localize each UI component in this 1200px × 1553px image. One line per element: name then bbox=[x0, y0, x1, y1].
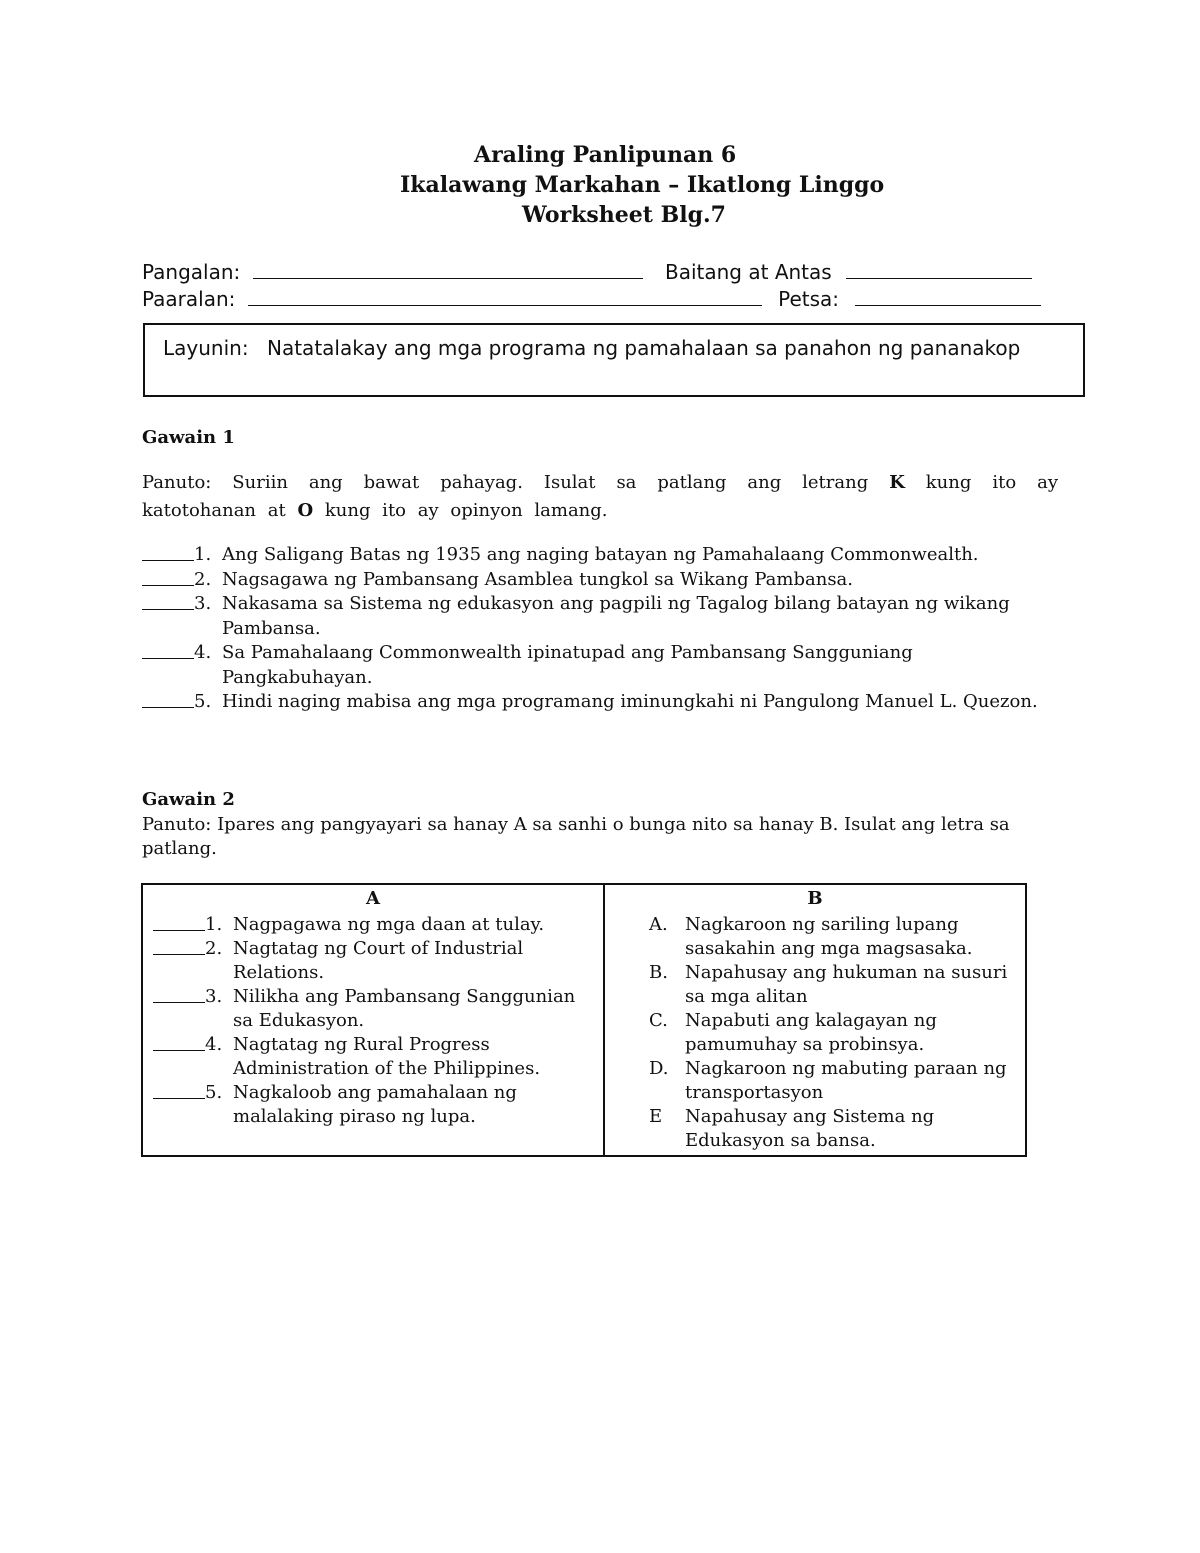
choice-text: Napahusay ang Sistema ng Edukasyon sa bansa. bbox=[685, 1106, 935, 1151]
choice-text: Napahusay ang hukuman na susuri sa mga alitan bbox=[685, 962, 1008, 1007]
worksheet-subtitle: Ikalawang Markahan – Ikatlong Linggo bbox=[400, 172, 885, 198]
gawain-1-instruction bbox=[142, 469, 1058, 525]
item-text: Nagpagawa ng mga daan at tulay. bbox=[233, 914, 545, 935]
list-item bbox=[142, 568, 1062, 593]
name-label: Pangalan: bbox=[142, 260, 241, 284]
choice-text: Nagkaroon ng mabuting paraan ng transportasyon bbox=[685, 1058, 1007, 1103]
list-item bbox=[615, 1105, 1017, 1153]
item-number: 1. bbox=[205, 914, 223, 935]
list-item bbox=[142, 690, 1062, 715]
answer-blank[interactable] bbox=[153, 937, 205, 955]
list-item bbox=[615, 913, 1017, 961]
choice-letter: B. bbox=[649, 962, 668, 983]
worksheet-title: Araling Panlipunan 6 bbox=[474, 142, 737, 168]
date-blank[interactable] bbox=[855, 287, 1041, 306]
gawain-1-heading: Gawain 1 bbox=[142, 427, 235, 448]
grade-label: Baitang at Antas bbox=[665, 260, 832, 284]
gawain-1-items bbox=[142, 543, 1062, 715]
item-text: Ang Saligang Batas ng 1935 ang naging batayan ng Pamahalaang Commonwealth. bbox=[222, 544, 979, 565]
school-label: Paaralan: bbox=[142, 287, 236, 311]
list-item bbox=[153, 985, 595, 1033]
item-number: 2. bbox=[205, 938, 223, 959]
school-blank[interactable] bbox=[248, 287, 762, 306]
list-item bbox=[142, 641, 1062, 690]
item-number: 5. bbox=[194, 691, 212, 712]
objective-text: Natatalakay ang mga programa ng pamahalaan sa panahon ng pananakop bbox=[267, 336, 1021, 360]
choice-letter: C. bbox=[649, 1010, 668, 1031]
choice-letter: A. bbox=[649, 914, 668, 935]
worksheet-number: Worksheet Blg.7 bbox=[522, 202, 726, 228]
item-text: Nakasama sa Sistema ng edukasyon ang pagpili ng Tagalog bilang batayan ng wikang Pambansa. bbox=[222, 593, 1010, 639]
letter-k: K bbox=[889, 472, 905, 493]
answer-blank[interactable] bbox=[142, 568, 194, 586]
matching-table bbox=[141, 883, 1027, 1157]
item-number: 4. bbox=[194, 642, 212, 663]
item-text: Nagkaloob ang pamahalaan ng malalaking piraso ng lupa. bbox=[233, 1082, 517, 1127]
list-item bbox=[142, 543, 1062, 568]
choice-letter: D. bbox=[649, 1058, 669, 1079]
answer-blank[interactable] bbox=[153, 913, 205, 931]
item-number: 3. bbox=[194, 593, 212, 614]
name-grade-row bbox=[142, 260, 1032, 284]
answer-blank[interactable] bbox=[153, 985, 205, 1003]
answer-blank[interactable] bbox=[142, 690, 194, 708]
item-number: 3. bbox=[205, 986, 223, 1007]
answer-blank[interactable] bbox=[153, 1081, 205, 1099]
school-date-row bbox=[142, 287, 1041, 311]
answer-blank[interactable] bbox=[142, 641, 194, 659]
objective-box bbox=[143, 323, 1085, 397]
item-text: Nagtatag ng Rural Progress Administration of the Philippines. bbox=[233, 1034, 541, 1079]
objective-label: Layunin: bbox=[163, 336, 249, 360]
instruction-part: kung ito ay opinyon lamang. bbox=[313, 500, 608, 521]
date-label: Petsa: bbox=[778, 287, 840, 311]
list-item bbox=[615, 961, 1017, 1009]
list-item bbox=[153, 1033, 595, 1081]
list-item bbox=[615, 1057, 1017, 1105]
gawain-2-instruction: Panuto: Ipares ang pangyayari sa hanay A sa sanhi o bunga nito sa hanay B. Isulat ang letra sa patlang. bbox=[142, 814, 1010, 859]
letter-o: O bbox=[297, 500, 314, 521]
item-number: 1. bbox=[194, 544, 212, 565]
column-b-header: B bbox=[604, 884, 1026, 911]
instruction-part: Panuto: Suriin ang bawat pahayag. Isulat sa patlang ang letrang bbox=[142, 472, 890, 493]
item-text: Nagsagawa ng Pambansang Asamblea tungkol sa Wikang Pambansa. bbox=[222, 568, 854, 590]
gawain-2-heading: Gawain 2 bbox=[142, 789, 235, 810]
grade-blank[interactable] bbox=[846, 260, 1032, 279]
item-text: Nilikha ang Pambansang Sanggunian sa Edukasyon. bbox=[233, 986, 576, 1031]
name-blank[interactable] bbox=[253, 260, 643, 279]
choice-letter: E bbox=[649, 1106, 663, 1127]
answer-blank[interactable] bbox=[142, 592, 194, 610]
item-text: Sa Pamahalaang Commonwealth ipinatupad ang Pambansang Sangguniang Pangkabuhayan. bbox=[222, 642, 913, 688]
item-number: 4. bbox=[205, 1034, 223, 1055]
item-number: 2. bbox=[194, 568, 212, 590]
list-item bbox=[153, 1081, 595, 1129]
list-item bbox=[142, 592, 1062, 641]
list-item bbox=[153, 937, 595, 985]
item-text: Nagtatag ng Court of Industrial Relations. bbox=[233, 938, 524, 983]
list-item bbox=[153, 913, 595, 937]
item-number: 5. bbox=[205, 1082, 223, 1103]
column-a-header: A bbox=[142, 884, 604, 911]
item-text: Hindi naging mabisa ang mga programang iminungkahi ni Pangulong Manuel L. Quezon. bbox=[222, 691, 1038, 712]
choice-text: Napabuti ang kalagayan ng pamumuhay sa probinsya. bbox=[685, 1010, 937, 1055]
choice-text: Nagkaroon ng sariling lupang sasakahin ang mga magsasaka. bbox=[685, 914, 973, 959]
column-b bbox=[604, 911, 1026, 1156]
instruction-part: kung ito ay katotohanan at bbox=[142, 472, 1058, 521]
list-item bbox=[615, 1009, 1017, 1057]
column-a bbox=[142, 911, 604, 1156]
answer-blank[interactable] bbox=[142, 543, 194, 561]
answer-blank[interactable] bbox=[153, 1033, 205, 1051]
